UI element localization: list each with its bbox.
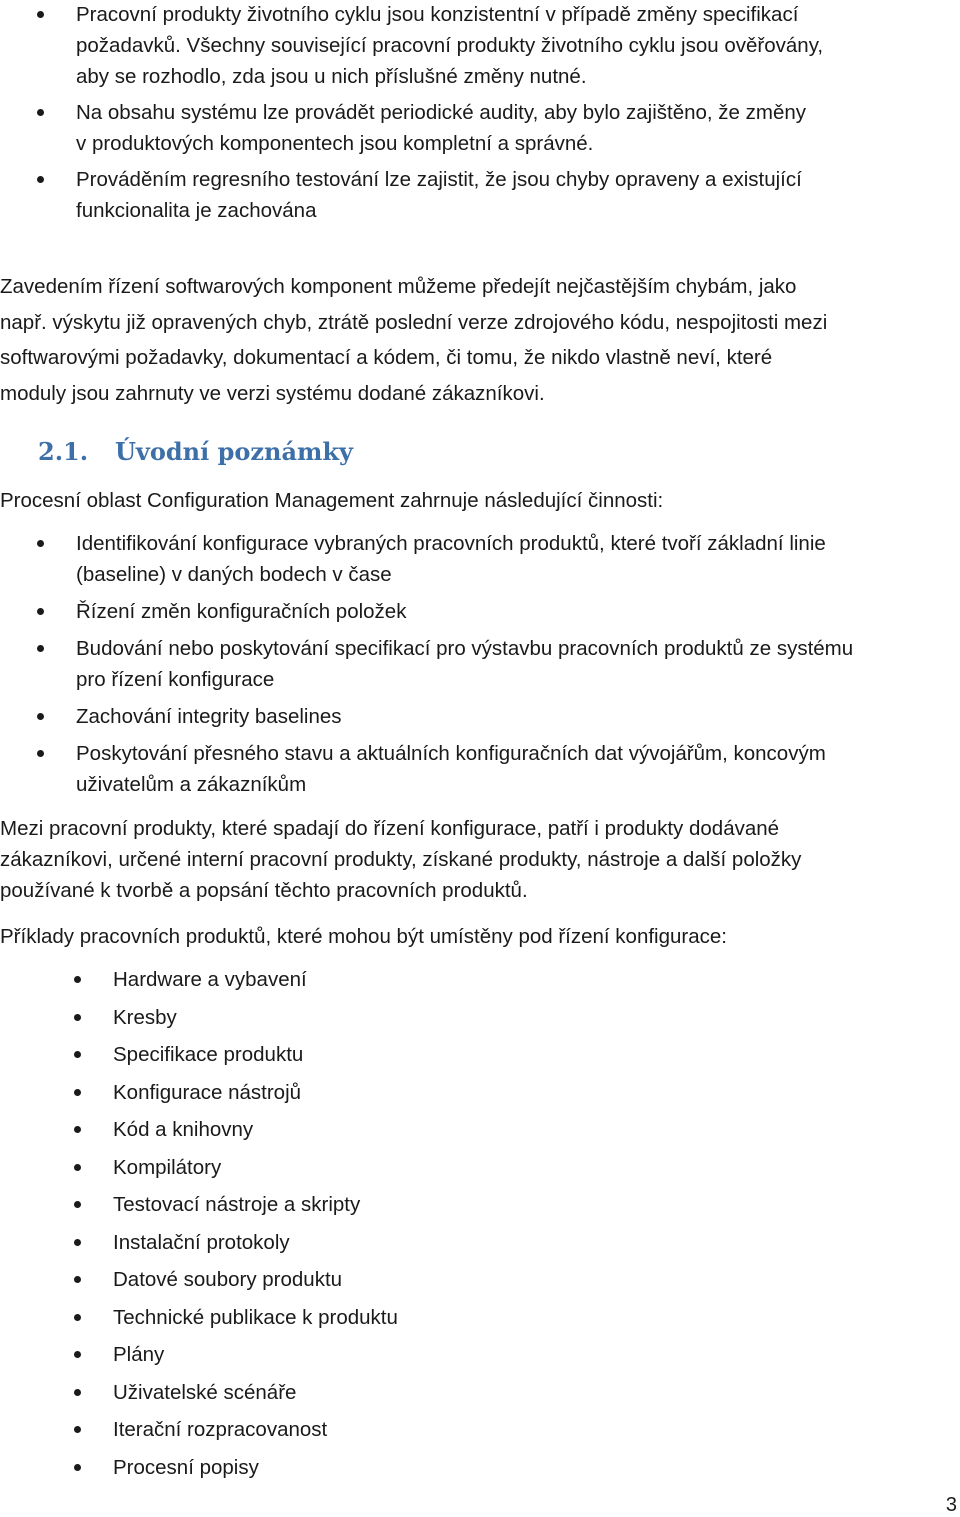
list-item: Procesní popisy (0, 1452, 398, 1483)
list-item: Instalační protokoly (0, 1227, 398, 1258)
intro-paragraph: Zavedením řízení softwarových komponent můžeme předejít nejčastějším chybám, jako např. výskytu již opravených chyb, ztrátě poslední verze zdrojového kódu, nespojitosti mezi softwarovými požadavky, dokumentací a kódem, či tomu, že nikdo vlastně neví, které moduly jsou zahrnuty ve verzi systému dodané zákazníkovi. (0, 275, 828, 405)
section-number: 2.1. (38, 437, 89, 466)
list-item: Technické publikace k produktu (0, 1302, 398, 1333)
list-item: Poskytování přesného stavu a aktuálních konfiguračních dat vývojářům, koncovým uživatelům a zákazníkům (0, 738, 853, 800)
list-item: Kód a knihovny (0, 1114, 398, 1145)
list-item: Specifikace produktu (0, 1039, 398, 1070)
list-item: Uživatelské scénáře (0, 1377, 398, 1408)
list-item: Na obsahu systému lze provádět periodické audity, aby bylo zajištěno, že změny v produktových komponentech jsou kompletní a správné. (0, 97, 823, 159)
page-number: 3 (945, 1494, 957, 1516)
section-title: Úvodní poznámky (115, 437, 353, 466)
list-item: Hardware a vybavení (0, 964, 398, 995)
activities-list (0, 528, 853, 800)
list-item: Testovací nástroje a skripty (0, 1189, 398, 1220)
activities-intro: Procesní oblast Configuration Management zahrnuje následující činnosti: (0, 489, 664, 512)
list-item: Datové soubory produktu (0, 1264, 398, 1295)
examples-list (0, 964, 398, 1483)
examples-intro: Příklady pracovních produktů, které mohou být umístěny pod řízení konfigurace: (0, 925, 727, 948)
products-paragraph: Mezi pracovní produkty, které spadají do řízení konfigurace, patří i produkty dodávané zákazníkovi, určené interní pracovní produkty, získané produkty, nástroje a další položky používané k tvorbě a popsání těchto pracovních produktů. (0, 817, 802, 902)
section-heading (38, 432, 353, 472)
list-item: Zachování integrity baselines (0, 701, 853, 732)
list-item: Plány (0, 1339, 398, 1370)
top-bullet-list (0, 0, 823, 226)
list-item: Konfigurace nástrojů (0, 1077, 398, 1108)
list-item: Budování nebo poskytování specifikací pro výstavbu pracovních produktů ze systému pro řízení konfigurace (0, 633, 853, 695)
list-item: Prováděním regresního testování lze zajistit, že jsou chyby opraveny a existující funkcionalita je zachována (0, 164, 823, 226)
list-item: Iterační rozpracovanost (0, 1414, 398, 1445)
list-item: Kompilátory (0, 1152, 398, 1183)
list-item: Identifikování konfigurace vybraných pracovních produktů, které tvoří základní linie (baseline) v daných bodech v čase (0, 528, 853, 590)
list-item: Řízení změn konfiguračních položek (0, 596, 853, 627)
list-item: Kresby (0, 1002, 398, 1033)
list-item: Pracovní produkty životního cyklu jsou konzistentní v případě změny specifikací požadavků. Všechny související pracovní produkty životního cyklu jsou ověřovány, aby se rozhodlo, zda jsou u nich příslušné změny nutné. (0, 0, 823, 92)
